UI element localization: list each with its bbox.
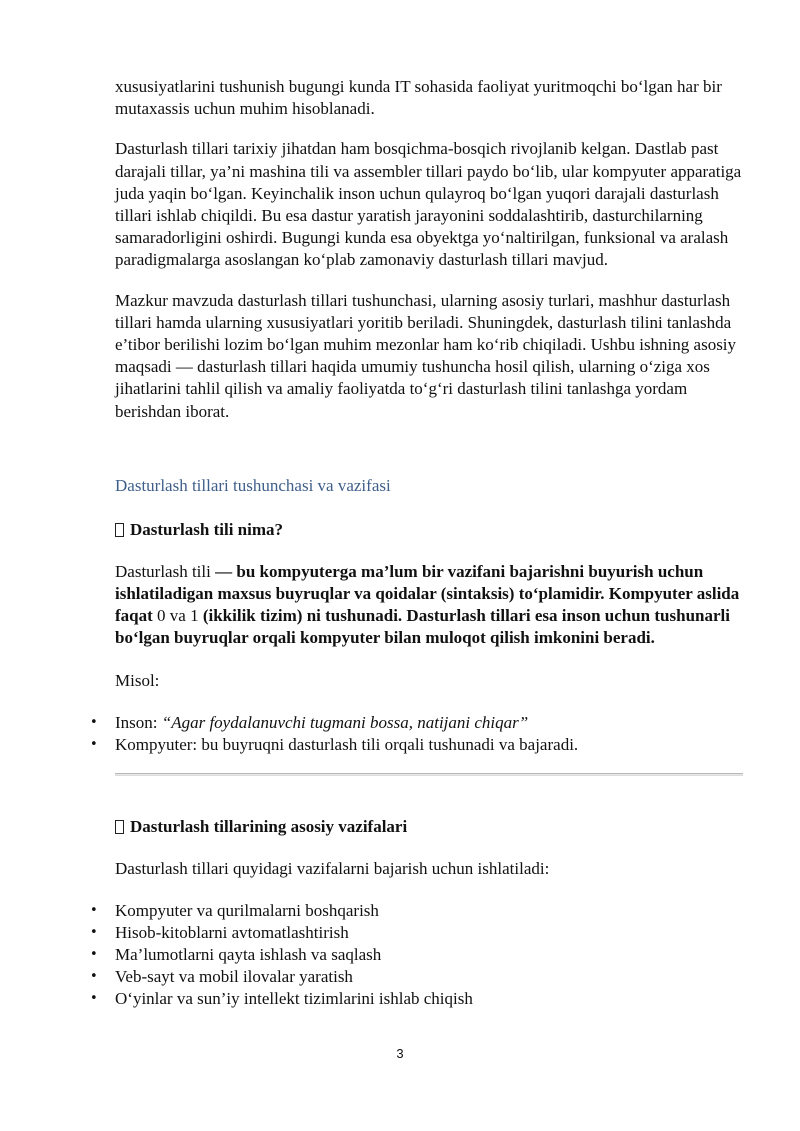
document-page: [115, 76, 745, 1010]
functions-intro: Dasturlash tillari quyidagi vazifalarni bajarish uchun ishlatiladi:: [115, 858, 550, 878]
subsection-heading-functions: [115, 816, 745, 838]
example-label: Misol:: [115, 670, 160, 690]
list-item: • Hisob-kitoblarni avtomatlashtirish: [90, 922, 745, 944]
example-speaker: Inson:: [115, 712, 162, 732]
definition-zero: 0: [157, 606, 166, 626]
subsection-title-definition: Dasturlash tili nima?: [130, 519, 284, 539]
paragraph-scope: Mazkur mavzuda dasturlash tillari tushunchasi, ularning asosiy turlari, mashhur dasturlash tillari hamda ularning xususiyatlari yoritib beriladi. Shuningdek, dasturlash tilini tanlashda e’tibor berilishi lozim bo‘lgan muhim mezonlar ham ko‘rib chiqiladi. Ushbu ishning asosiy maqsadi — dasturlash tillari haqida umumiy tushuncha hosil qilish, ularning o‘ziga xos jihatlarini tahlil qilish va amaliy faoliyatda to‘g‘ri dasturlash tilini tanlashga yordam berishdan iborat.: [115, 290, 737, 421]
horizontal-divider: [115, 773, 743, 776]
example-text: bu buyruqni dasturlash tili orqali tushunadi va bajaradi.: [201, 734, 579, 754]
functions-list: [115, 900, 745, 1010]
missing-glyph-icon: [115, 820, 124, 834]
definition-text-bold-1: — bu kompyuterga ma’lum bir vazifani bajarishni buyurish uchun ishlatiladigan maxsus buyruqlar va qoidalar (sintaksis) to‘plamidir. Kompyuter aslida faqat: [115, 561, 740, 626]
subsection-heading-definition: [115, 519, 745, 541]
list-item: [90, 712, 745, 734]
definition-one: 1: [190, 606, 199, 626]
paragraph-intro-end: xususiyatlarini tushunish bugungi kunda IT sohasida faoliyat yuritmoqchi bo‘lgan har bir mutaxassis uchun muhim hisoblanadi.: [115, 77, 722, 119]
example-speaker: Kompyuter:: [115, 734, 202, 754]
subsection-title-functions: Dasturlash tillarining asosiy vazifalari: [130, 816, 408, 836]
page-number: 3: [396, 1046, 404, 1061]
list-item: • Kompyuter va qurilmalarni boshqarish: [90, 900, 745, 922]
definition-and: va: [165, 606, 191, 626]
missing-glyph-icon: [115, 523, 124, 537]
section-heading: Dasturlash tillari tushunchasi va vazifasi: [115, 475, 391, 495]
definition-term: Dasturlash tili: [115, 561, 216, 581]
list-item: • Ma’lumotlarni qayta ishlash va saqlash: [90, 944, 745, 966]
paragraph-history: Dasturlash tillari tarixiy jihatdan ham bosqichma-bosqich rivojlanib kelgan. Dastlab past darajali tillar, ya’ni mashina tili va assembler tillari paydo bo‘lib, ular kompyuter apparatiga juda yaqin bo‘lgan. Keyinchalik inson uchun qulayroq bo‘lgan yuqori darajali dasturlash tillari ishlab chiqildi. Bu esa dastur yaratish jarayonini soddalashtirib, dasturchilarning samaradorligini oshirdi. Bugungi kunda esa obyektga yo‘naltirilgan, funksional va aralash paradigmalarga asoslangan ko‘plab zamonaviy dasturlash tillari mavjud.: [115, 139, 742, 270]
definition-text-bold-2: (ikkilik tizim) ni tushunadi. Dasturlash tillari esa inson uchun tushunarli bo‘lgan buyruqlar orqali kompyuter bilan muloqot qilish imkonini beradi.: [115, 606, 730, 648]
example-quote: “Agar foydalanuvchi tugmani bossa, natijani chiqar”: [161, 712, 529, 732]
list-item: [90, 734, 745, 756]
definition-paragraph: [115, 561, 745, 650]
example-list: [115, 712, 745, 756]
list-item: • Veb-sayt va mobil ilovalar yaratish: [90, 966, 745, 988]
list-item: • O‘yinlar va sun’iy intellekt tizimlarini ishlab chiqish: [90, 988, 745, 1010]
